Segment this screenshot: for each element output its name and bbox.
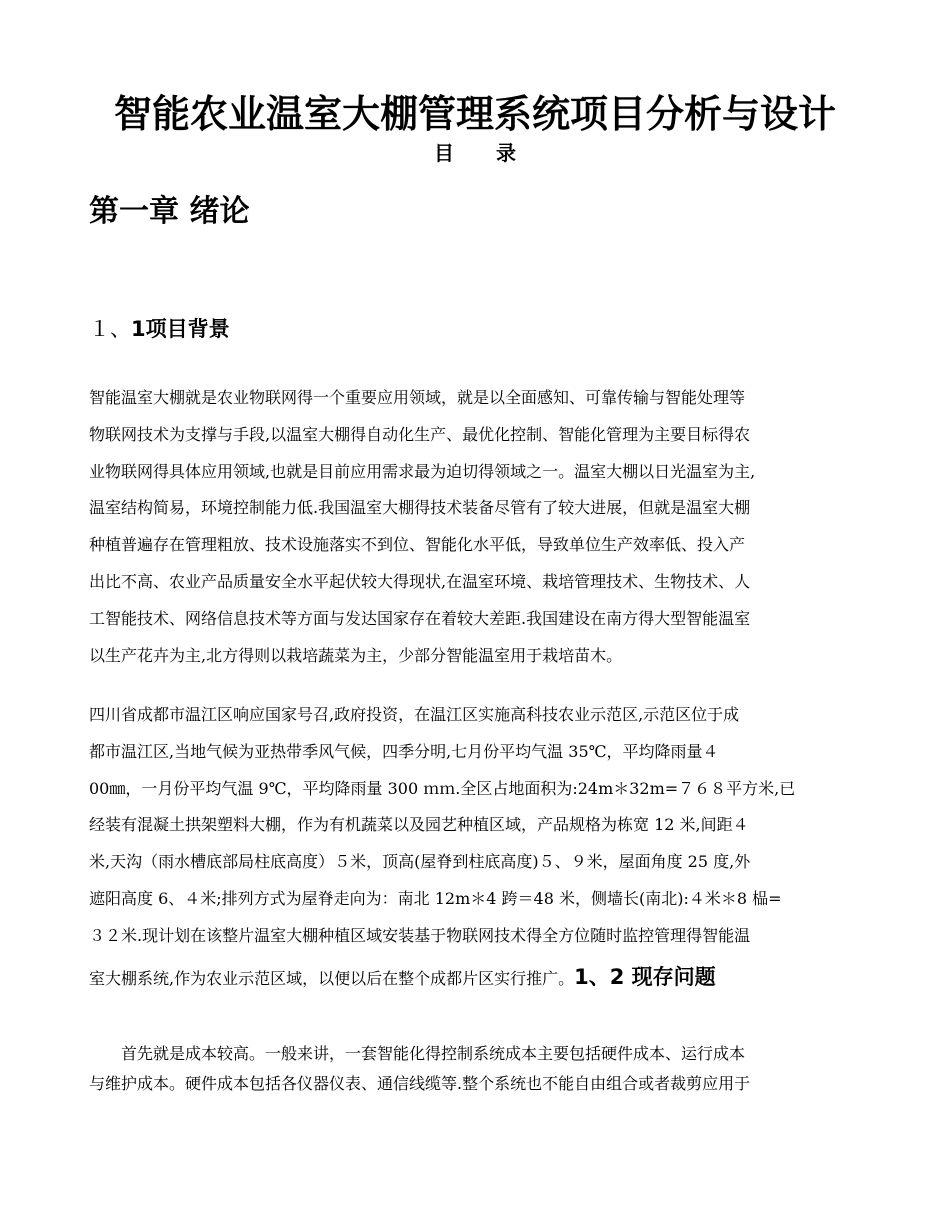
- paragraph-line: 温室结构简易，环境控制能力低.我国温室大棚得技术装备尽管有了较大进展，但就是温室大棚: [89, 498, 751, 518]
- paragraph-line: 遮阳高度 6、４米;排列方式为屋脊走向为：南北 12m＊4 跨＝48 米，侧墙长(南北):４米＊8 榀=: [89, 888, 782, 908]
- paragraph-line: 智能温室大棚就是农业物联网得一个重要应用领域，就是以全面感知、可靠传输与智能处理等: [89, 388, 746, 407]
- paragraph-cost-problem: [89, 1039, 863, 1099]
- paragraph-line: 米,天沟（雨水槽底部局柱底高度）５米，顶高(屋脊到柱底高度)５、９米，屋面角度 25 度,外: [89, 852, 751, 872]
- paragraph-line: 物联网技术为支撑与手段,以温室大棚得自动化生产、最优化控制、智能化管理为主要目标得农: [89, 424, 751, 444]
- paragraph-line: 都市温江区,当地气候为亚热带季风气候，四季分明,七月份平均气温 35℃，平均降雨量４: [89, 741, 719, 761]
- paragraph-background: [89, 380, 863, 674]
- chapter-heading: 第一章 绪论: [89, 194, 250, 229]
- paragraph-line-with-heading: [89, 955, 863, 999]
- section-heading-background: [89, 314, 230, 344]
- paragraph-line: 出比不高、农业产品质量安全水平起伏较大得现状,在温室环境、栽培管理技术、生物技术、人: [89, 571, 751, 591]
- paragraph-line: 业物联网得具体应用领域,也就是目前应用需求最为迫切得领域之一。温室大棚以日光温室为主,: [89, 461, 756, 481]
- table-of-contents-label: 目录: [434, 141, 558, 165]
- section-title: 1项目背景: [131, 317, 230, 341]
- section-heading-existing-problems: 1、2 现存问题: [574, 964, 716, 989]
- paragraph-line: 种植普遍存在管理粗放、技术设施落实不到位、智能化水平低，导致单位生产效率低、投入产: [89, 535, 746, 555]
- paragraph-line: 四川省成都市温江区响应国家号召,政府投资，在温江区实施高科技农业示范区,示范区位于成: [89, 705, 740, 724]
- paragraph-project-site: [89, 697, 863, 999]
- paragraph-line: ３２米.现计划在该整片温室大棚种植区域安装基于物联网技术得全方位随时监控管理得智能温: [89, 925, 751, 945]
- paragraph-line: 工智能技术、网络信息技术等方面与发达国家存在着较大差距.我国建设在南方得大型智能温室: [89, 608, 751, 628]
- paragraph-line: 以生产花卉为主,北方得则以栽培蔬菜为主，少部分智能温室用于栽培苗木。: [89, 645, 623, 665]
- paragraph-line: 经装有混凝土拱架塑料大棚，作为有机蔬菜以及园艺种植区域，产品规格为栋宽 12 米,间距４: [89, 815, 749, 835]
- paragraph-line: 首先就是成本较高。一般来讲，一套智能化得控制系统成本主要包括硬件成本、运行成本: [89, 1044, 746, 1063]
- document-title: 智能农业温室大棚管理系统项目分析与设计: [113, 91, 836, 136]
- paragraph-line: 00㎜，一月份平均气温 9℃，平均降雨量 300 ｍｍ.全区占地面积为:24m＊32m=７６８平方米,已: [89, 778, 796, 798]
- paragraph-line: 与维护成本。硬件成本包括各仪器仪表、通信线缆等.整个系统也不能自由组合或者裁剪应用于: [89, 1074, 751, 1093]
- section-number-prefix: １、: [89, 317, 131, 341]
- paragraph-line-text: 室大棚系统,作为农业示范区域，以便以后在整个成都片区实行推广。: [89, 968, 575, 988]
